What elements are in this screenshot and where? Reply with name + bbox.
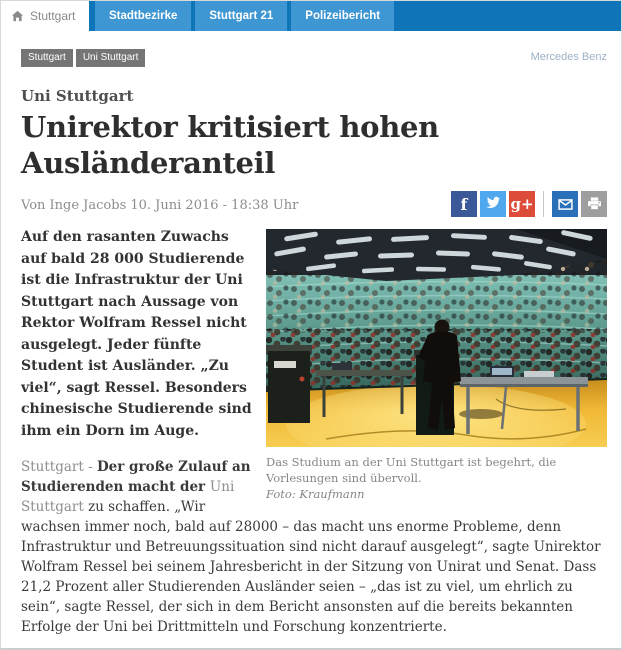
print-share-button[interactable]: [581, 191, 607, 217]
photo-caption: [266, 454, 607, 502]
nav-tab-stadtbezirke[interactable]: Stadtbezirke: [95, 1, 191, 31]
article-figure: [266, 229, 607, 502]
photo-caption-text: Das Studium an der Uni Stuttgart ist begehrt, die Vorlesungen sind übervoll.: [266, 455, 557, 485]
lecture-hall-photo: [266, 229, 607, 447]
googleplus-icon: g+: [510, 195, 534, 213]
twitter-bird-icon: [485, 195, 501, 214]
byline-row: [21, 191, 607, 217]
paragraph-text: zu schaffen. „Wir wachsen immer noch, bald auf 28000 – das macht uns enorme Probleme, denn Infrastruktur und Betreuungssituation sind nicht darauf ausgelegt“, sagte Unirektor Wolfram Ressel bei seinem Jahresbericht in der Sitzung von Unirat und Senat. Dass 21,2 Prozent aller Studierenden Ausländer seien – „das ist zu viel, um ehrlich zu sein“, sagte Ressel, der sich in dem Bericht ansonsten auf die bereits bekannten Erfolge der Uni bei Drittmitteln und Forschung konzentrierte.: [21, 499, 601, 635]
sponsor-link[interactable]: Mercedes Benz: [530, 51, 607, 63]
location-prefix: Stuttgart -: [21, 459, 97, 475]
share-divider: [543, 191, 544, 217]
printer-icon: [587, 195, 602, 214]
twitter-share-button[interactable]: [480, 191, 506, 217]
nav-tab-stuttgart-21[interactable]: Stuttgart 21: [195, 1, 287, 31]
googleplus-share-button[interactable]: [509, 191, 535, 217]
article-body: [21, 227, 607, 637]
share-bar: [451, 191, 607, 217]
email-share-button[interactable]: [552, 191, 578, 217]
nav-tab-home-stuttgart[interactable]: [1, 1, 89, 31]
article-kicker: Uni Stuttgart: [21, 87, 134, 105]
home-icon: [11, 10, 24, 23]
top-nav: [1, 1, 621, 31]
nav-tab-polizeibericht[interactable]: Polizeibericht: [291, 1, 394, 31]
paragraph-opener: Der große Zulauf an Studierenden macht der: [21, 459, 251, 495]
photo-credit: Foto: Kraufmann: [266, 487, 365, 501]
nav-home-label: Stuttgart: [30, 9, 76, 23]
facebook-icon: f: [460, 194, 468, 214]
breadcrumb: [21, 49, 145, 67]
facebook-share-button[interactable]: [451, 191, 477, 217]
article-lead: Auf den rasanten Zuwachs auf bald 28 000 Studierende ist die Infrastruktur der Uni Stuttgart nach Aussage von Rektor Wolfram Ressel nicht ausgelegt. Jeder fünfte Student ist Ausländer. „Zu viel“, sagt Ressel. Besonders chinesische Studierende sind ihm ein Dorn im Auge.: [21, 229, 252, 439]
breadcrumb-row: [1, 31, 621, 67]
article-headline: Unirektor kritisiert hohen Ausländeranteil: [21, 110, 439, 180]
article-byline: Von Inge Jacobs 10. Juni 2016 - 18:38 Uhr: [21, 198, 299, 213]
uni-stuttgart-link[interactable]: Uni Stuttgart: [21, 479, 235, 515]
breadcrumb-tag-uni-stuttgart[interactable]: Uni Stuttgart: [76, 49, 146, 67]
envelope-icon: [558, 195, 573, 214]
breadcrumb-tag-stuttgart[interactable]: Stuttgart: [21, 49, 73, 67]
nav-tabs: [95, 1, 394, 31]
